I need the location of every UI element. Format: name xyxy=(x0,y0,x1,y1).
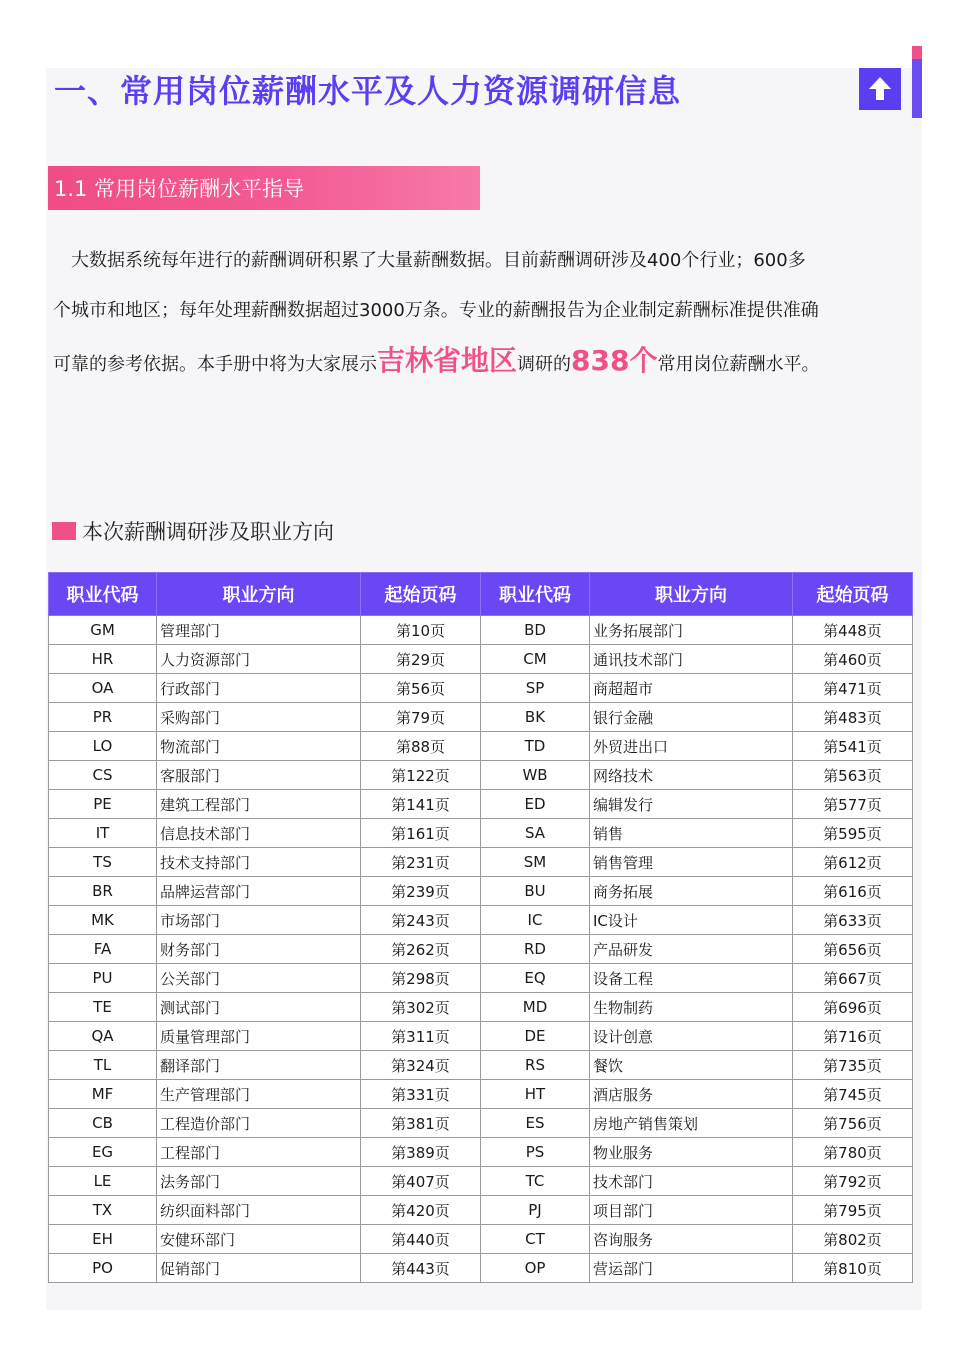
page-cell: 第460页 xyxy=(793,645,913,674)
page-cell: 第324页 xyxy=(361,1051,481,1080)
page-cell: 第161页 xyxy=(361,819,481,848)
direction-cell: 法务部门 xyxy=(157,1167,361,1196)
table-row xyxy=(49,877,913,906)
code-cell: TE xyxy=(49,993,157,1022)
page-cell: 第792页 xyxy=(793,1167,913,1196)
page-cell: 第735页 xyxy=(793,1051,913,1080)
page-cell: 第667页 xyxy=(793,964,913,993)
code-cell: HT xyxy=(481,1080,590,1109)
direction-cell: 业务拓展部门 xyxy=(590,616,793,645)
page-cell: 第311页 xyxy=(361,1022,481,1051)
direction-cell: 物流部门 xyxy=(157,732,361,761)
direction-cell: 酒店服务 xyxy=(590,1080,793,1109)
page-cell: 第471页 xyxy=(793,674,913,703)
direction-cell: 行政部门 xyxy=(157,674,361,703)
section-heading-label: 1.1 常用岗位薪酬水平指导 xyxy=(54,177,305,201)
header-direction-1: 职业方向 xyxy=(157,573,361,616)
code-cell: CM xyxy=(481,645,590,674)
code-cell: QA xyxy=(49,1022,157,1051)
direction-cell: 测试部门 xyxy=(157,993,361,1022)
page-cell: 第716页 xyxy=(793,1022,913,1051)
intro-paragraph xyxy=(53,236,883,390)
table-row xyxy=(49,1022,913,1051)
code-cell: PS xyxy=(481,1138,590,1167)
code-cell: MF xyxy=(49,1080,157,1109)
code-cell: LE xyxy=(49,1167,157,1196)
direction-cell: 产品研发 xyxy=(590,935,793,964)
page-cell: 第696页 xyxy=(793,993,913,1022)
page-cell: 第122页 xyxy=(361,761,481,790)
page-cell: 第443页 xyxy=(361,1254,481,1283)
code-cell: OA xyxy=(49,674,157,703)
page-cell: 第656页 xyxy=(793,935,913,964)
direction-cell: 网络技术 xyxy=(590,761,793,790)
page-cell: 第262页 xyxy=(361,935,481,964)
code-cell: CS xyxy=(49,761,157,790)
table-row xyxy=(49,645,913,674)
table-row xyxy=(49,964,913,993)
direction-cell: 销售 xyxy=(590,819,793,848)
code-cell: CB xyxy=(49,1109,157,1138)
direction-cell: 公关部门 xyxy=(157,964,361,993)
table-body xyxy=(49,616,913,1283)
page-cell: 第795页 xyxy=(793,1196,913,1225)
direction-cell: 设计创意 xyxy=(590,1022,793,1051)
code-cell: TC xyxy=(481,1167,590,1196)
direction-cell: 纺织面料部门 xyxy=(157,1196,361,1225)
code-cell: BK xyxy=(481,703,590,732)
code-cell: ED xyxy=(481,790,590,819)
direction-cell: 生物制药 xyxy=(590,993,793,1022)
page-cell: 第298页 xyxy=(361,964,481,993)
direction-cell: 市场部门 xyxy=(157,906,361,935)
table-row xyxy=(49,1080,913,1109)
intro-line-3: 可靠的参考依据。本手册中将为大家展示吉林省地区调研的838个常用岗位薪酬水平。 xyxy=(53,344,820,377)
page-cell: 第389页 xyxy=(361,1138,481,1167)
direction-cell: 销售管理 xyxy=(590,848,793,877)
page-cell: 第331页 xyxy=(361,1080,481,1109)
occupation-table xyxy=(48,572,913,1283)
page-cell: 第612页 xyxy=(793,848,913,877)
code-cell: OP xyxy=(481,1254,590,1283)
direction-cell: 外贸进出口 xyxy=(590,732,793,761)
table-row xyxy=(49,935,913,964)
table-row xyxy=(49,819,913,848)
direction-cell: 质量管理部门 xyxy=(157,1022,361,1051)
code-cell: IC xyxy=(481,906,590,935)
code-cell: PU xyxy=(49,964,157,993)
direction-cell: 促销部门 xyxy=(157,1254,361,1283)
direction-cell: 营运部门 xyxy=(590,1254,793,1283)
code-cell: SA xyxy=(481,819,590,848)
page-cell: 第780页 xyxy=(793,1138,913,1167)
code-cell: TD xyxy=(481,732,590,761)
direction-cell: 咨询服务 xyxy=(590,1225,793,1254)
highlight-region: 吉林省地区 xyxy=(377,344,518,377)
direction-cell: 安健环部门 xyxy=(157,1225,361,1254)
code-cell: TS xyxy=(49,848,157,877)
table-header-row xyxy=(49,573,913,616)
subheading-marker xyxy=(52,522,76,540)
highlight-count: 838个 xyxy=(571,344,658,377)
code-cell: WB xyxy=(481,761,590,790)
code-cell: TL xyxy=(49,1051,157,1080)
table-row xyxy=(49,1138,913,1167)
code-cell: PR xyxy=(49,703,157,732)
code-cell: RD xyxy=(481,935,590,964)
code-cell: IT xyxy=(49,819,157,848)
code-cell: TX xyxy=(49,1196,157,1225)
header-code-2: 职业代码 xyxy=(481,573,590,616)
page-cell: 第448页 xyxy=(793,616,913,645)
page-cell: 第616页 xyxy=(793,877,913,906)
page-cell: 第29页 xyxy=(361,645,481,674)
page-cell: 第483页 xyxy=(793,703,913,732)
table-row xyxy=(49,616,913,645)
code-cell: PJ xyxy=(481,1196,590,1225)
table-row xyxy=(49,1254,913,1283)
page-cell: 第407页 xyxy=(361,1167,481,1196)
code-cell: DE xyxy=(481,1022,590,1051)
table-row xyxy=(49,703,913,732)
direction-cell: 建筑工程部门 xyxy=(157,790,361,819)
code-cell: GM xyxy=(49,616,157,645)
direction-cell: 采购部门 xyxy=(157,703,361,732)
subheading xyxy=(52,516,334,546)
code-cell: ES xyxy=(481,1109,590,1138)
page-cell: 第756页 xyxy=(793,1109,913,1138)
code-cell: SM xyxy=(481,848,590,877)
direction-cell: 物业服务 xyxy=(590,1138,793,1167)
table-row xyxy=(49,674,913,703)
page-cell: 第541页 xyxy=(793,732,913,761)
code-cell: HR xyxy=(49,645,157,674)
table-row xyxy=(49,848,913,877)
code-cell: BU xyxy=(481,877,590,906)
back-to-top-button[interactable] xyxy=(859,68,901,110)
direction-cell: 工程部门 xyxy=(157,1138,361,1167)
table-row xyxy=(49,906,913,935)
page-cell: 第440页 xyxy=(361,1225,481,1254)
direction-cell: 商超超市 xyxy=(590,674,793,703)
section-heading xyxy=(48,166,480,210)
header-direction-2: 职业方向 xyxy=(590,573,793,616)
page-cell: 第577页 xyxy=(793,790,913,819)
table-row xyxy=(49,1196,913,1225)
page-cell: 第79页 xyxy=(361,703,481,732)
intro-line-2: 个城市和地区；每年处理薪酬数据超过3000万条。专业的薪酬报告为企业制定薪酬标准提供准确 xyxy=(53,300,819,321)
code-cell: SP xyxy=(481,674,590,703)
table-row xyxy=(49,1167,913,1196)
page-cell: 第802页 xyxy=(793,1225,913,1254)
page-cell: 第56页 xyxy=(361,674,481,703)
page-cell: 第141页 xyxy=(361,790,481,819)
code-cell: CT xyxy=(481,1225,590,1254)
direction-cell: 项目部门 xyxy=(590,1196,793,1225)
page-cell: 第381页 xyxy=(361,1109,481,1138)
table-row xyxy=(49,790,913,819)
page-cell: 第239页 xyxy=(361,877,481,906)
arrow-up-icon xyxy=(868,76,892,102)
page-cell: 第88页 xyxy=(361,732,481,761)
table-row xyxy=(49,1109,913,1138)
direction-cell: 银行金融 xyxy=(590,703,793,732)
page-title: 一、常用岗位薪酬水平及人力资源调研信息 xyxy=(54,72,682,110)
direction-cell: 房地产销售策划 xyxy=(590,1109,793,1138)
header-code-1: 职业代码 xyxy=(49,573,157,616)
edge-accent-bar xyxy=(912,46,922,118)
direction-cell: 技术支持部门 xyxy=(157,848,361,877)
direction-cell: 客服部门 xyxy=(157,761,361,790)
page-cell: 第302页 xyxy=(361,993,481,1022)
table-row xyxy=(49,732,913,761)
page-cell: 第633页 xyxy=(793,906,913,935)
table-row xyxy=(49,1051,913,1080)
page-cell: 第745页 xyxy=(793,1080,913,1109)
direction-cell: 管理部门 xyxy=(157,616,361,645)
code-cell: MK xyxy=(49,906,157,935)
subheading-label: 本次薪酬调研涉及职业方向 xyxy=(82,520,334,544)
table-row xyxy=(49,1225,913,1254)
page-cell: 第563页 xyxy=(793,761,913,790)
direction-cell: 品牌运营部门 xyxy=(157,877,361,906)
direction-cell: 信息技术部门 xyxy=(157,819,361,848)
direction-cell: 翻译部门 xyxy=(157,1051,361,1080)
code-cell: LO xyxy=(49,732,157,761)
page-cell: 第243页 xyxy=(361,906,481,935)
code-cell: FA xyxy=(49,935,157,964)
page-cell: 第595页 xyxy=(793,819,913,848)
code-cell: EH xyxy=(49,1225,157,1254)
code-cell: EQ xyxy=(481,964,590,993)
code-cell: BD xyxy=(481,616,590,645)
direction-cell: 财务部门 xyxy=(157,935,361,964)
direction-cell: IC设计 xyxy=(590,906,793,935)
header-page-2: 起始页码 xyxy=(793,573,913,616)
page-cell: 第810页 xyxy=(793,1254,913,1283)
direction-cell: 生产管理部门 xyxy=(157,1080,361,1109)
direction-cell: 技术部门 xyxy=(590,1167,793,1196)
code-cell: PE xyxy=(49,790,157,819)
header-page-1: 起始页码 xyxy=(361,573,481,616)
code-cell: BR xyxy=(49,877,157,906)
direction-cell: 通讯技术部门 xyxy=(590,645,793,674)
code-cell: RS xyxy=(481,1051,590,1080)
intro-line-1: 大数据系统每年进行的薪酬调研积累了大量薪酬数据。目前薪酬调研涉及400个行业；600多 xyxy=(71,250,806,271)
direction-cell: 人力资源部门 xyxy=(157,645,361,674)
direction-cell: 编辑发行 xyxy=(590,790,793,819)
code-cell: EG xyxy=(49,1138,157,1167)
direction-cell: 设备工程 xyxy=(590,964,793,993)
table-row xyxy=(49,993,913,1022)
page-cell: 第420页 xyxy=(361,1196,481,1225)
code-cell: PO xyxy=(49,1254,157,1283)
direction-cell: 餐饮 xyxy=(590,1051,793,1080)
page-cell: 第231页 xyxy=(361,848,481,877)
table-row xyxy=(49,761,913,790)
page-cell: 第10页 xyxy=(361,616,481,645)
direction-cell: 商务拓展 xyxy=(590,877,793,906)
direction-cell: 工程造价部门 xyxy=(157,1109,361,1138)
code-cell: MD xyxy=(481,993,590,1022)
